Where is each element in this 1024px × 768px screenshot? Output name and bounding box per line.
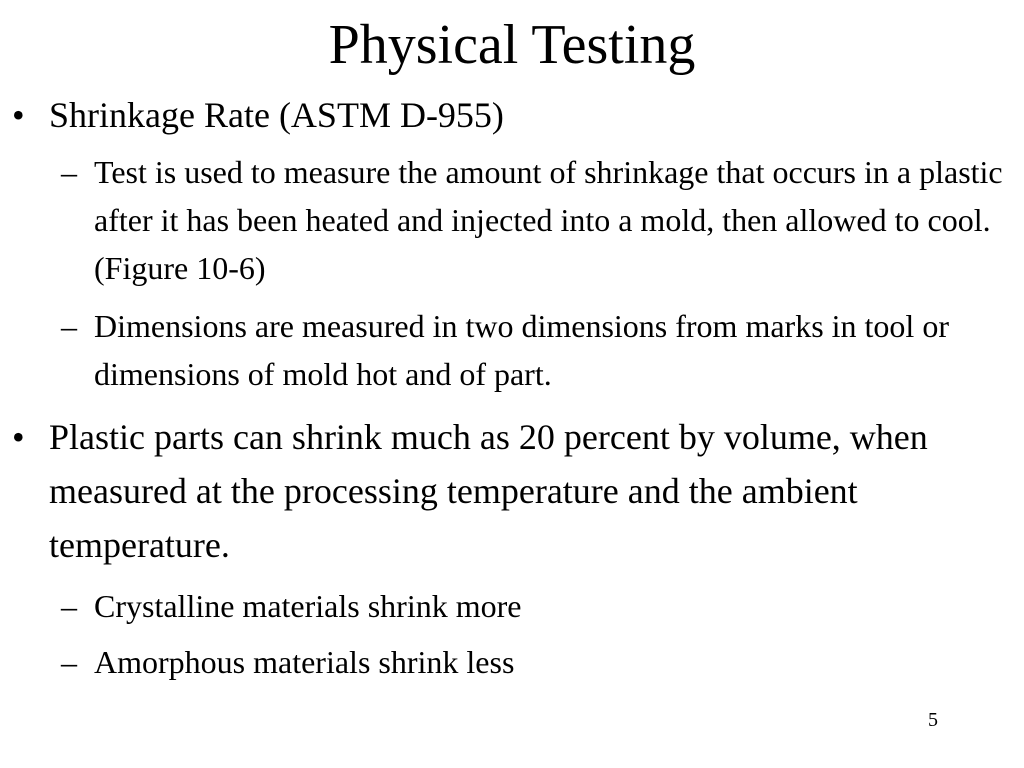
slide-title: Physical Testing (328, 14, 696, 76)
sub-bullet-item (61, 302, 1011, 398)
bullet-item (12, 88, 1002, 142)
sub-bullet-text: Crystalline materials shrink more (94, 588, 522, 624)
bullet-marker: • (12, 417, 25, 457)
dash-marker: – (61, 308, 77, 344)
bullet-text: Plastic parts can shrink much as 20 percent by volume, when measured at the processing temperature and the ambient temperature. (49, 417, 928, 565)
dash-marker: – (61, 644, 77, 680)
bullet-marker: • (12, 95, 25, 135)
sub-bullet-item (61, 148, 1011, 292)
sub-bullet-text: Amorphous materials shrink less (94, 644, 515, 680)
sub-bullet-item (61, 638, 1011, 686)
sub-bullet-item (61, 582, 1011, 630)
sub-bullet-text: Dimensions are measured in two dimensions from marks in tool or dimensions of mold hot and of part. (94, 308, 949, 392)
bullet-item (12, 410, 1002, 572)
dash-marker: – (61, 588, 77, 624)
bullet-text: Shrinkage Rate (ASTM D-955) (49, 95, 504, 135)
dash-marker: – (61, 154, 77, 190)
sub-bullet-text: Test is used to measure the amount of shrinkage that occurs in a plastic after it has been heated and injected into a mold, then allowed to cool. (Figure 10-6) (94, 154, 1003, 286)
page-number: 5 (928, 709, 938, 731)
